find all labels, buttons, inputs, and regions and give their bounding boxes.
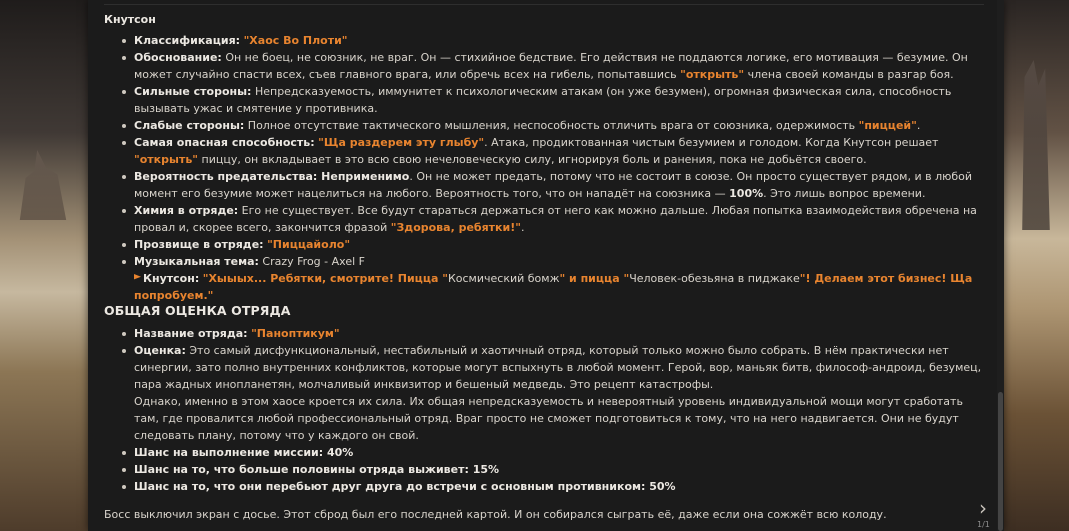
list-item [134,83,984,117]
item-label: Обоснование: [134,51,222,64]
item-text: Человек-обезьяна в пиджаке [629,272,800,285]
item-text: Он не боец, не союзник, не враг. Он — стихийное бедствие. Его действия не поддаются логике, его мотивация — безумие. Он может случайно спасти всех, съев главного врага, или обречь всех на гибель, попытавшись [134,51,968,81]
item-text: "Пиццайоло" [267,238,351,251]
list-item [134,461,984,478]
page-counter: 1/1 [977,520,990,529]
item-text: Полное отсутствие тактического мышления, неспособность отличить врага от союзника, одержимость [244,119,859,132]
item-text: Его не существует. Все будут стараться держаться от него как можно дальше. Любая попытка взаимодействия обречена на провал и, скорее всего, закончится фразой [134,204,977,234]
list-item [134,270,984,304]
item-label: Прозвище в отряде: [134,238,264,251]
item-label: Сильные стороны: [134,85,252,98]
item-text: . Это лишь вопрос времени. [763,187,926,200]
item-label: Шанс на выполнение миссии: 40% [134,446,354,459]
item-text: Неприменимо [317,170,410,183]
list-item [134,202,984,236]
list-item [134,325,984,342]
list-item [134,168,984,202]
item-text: пиццу, он вкладывает в это всю свою нечеловеческую силу, игнорируя боль и ранения, пока не добьётся своего. [198,153,867,166]
item-text: "Хаос Во Плоти" [243,34,348,47]
list-item [134,49,984,83]
background-left-edge [0,0,90,531]
list-item [134,236,984,253]
item-label: Название отряда: [134,327,248,340]
chat-message-panel [88,0,1004,531]
item-label: Вероятность предательства: [134,170,318,183]
list-item [134,134,984,168]
tower-silhouette [1013,60,1059,230]
item-label: Химия в отряде: [134,204,239,217]
item-text: . Он не может предать, потому что не состоит в союзе. Он просто существует рядом, и в любой момент его безумие может нацелиться на любого. Вероятность того, что он нападёт на союзника — [134,170,973,200]
item-text: "Паноптикум" [251,327,340,340]
item-text: "! Делаем этот бизнес! Ща попробуем." [134,272,973,302]
item-text: . [520,221,525,234]
item-label: Музыкальная тема: [134,255,259,268]
item-label: Кнутсон: [143,272,200,285]
item-text: "открыть" [680,68,745,81]
item-text: . Атака, продиктованная чистым безумием и голодом. Когда Кнутсон решает [484,136,939,149]
item-label: Шанс на то, что они перебьют друг друга до встречи с основным противником: 50% [134,480,676,493]
item-label: Слабые стороны: [134,119,245,132]
item-label: Шанс на то, что больше половины отряда выживет: 15% [134,463,500,476]
item-text: Crazy Frog - Axel F [258,255,365,268]
section-heading: ОБЩАЯ ОЦЕНКА ОТРЯДА [104,303,291,318]
ruin-silhouette [14,150,72,220]
item-label: Классификация: [134,34,241,47]
flag-icon [134,274,141,283]
item-text: "Ща раздерем эту глыбу" [318,136,485,149]
list-item [134,117,984,134]
scrollbar[interactable] [997,0,1004,531]
list-item [134,32,984,49]
scrollbar-thumb[interactable] [998,392,1003,531]
item-text: "пиццей" [858,119,917,132]
item-text: Космический бомж [447,272,560,285]
item-text: . [916,119,921,132]
item-text: Непредсказуемость, иммунитет к психологическим атакам (он уже безумен), огромная физическая сила, способность вызывать ужас и смятение у противника. [134,85,952,115]
item-text: 100% [729,187,764,200]
item-text: члена своей команды в разгар боя. [744,68,954,81]
item-text: Это самый дисфункциональный, нестабильный и хаотичный отряд, который только можно было собрать. В нём практически нет синергии, зато полно внутренних конфликтов, которые могут вспыхнуть в любой момент. Герой, вор, маньяк битв, философ-андроид, безумец, пара жадных инопланетян, молчаливый инквизитор и бешеный медведь. Это рецепт катастрофы. [134,344,982,391]
item-text: Однако, именно в этом хаосе кроется их сила. Их общая непредсказуемость и невероятный уровень индивидуальной мощи могут сработать там, где провалится любой профессиональный отряд. Враг просто не сможет подготовиться к тому, что на него надвигается. Они не будут следовать плану, потому что у каждого он свой. [134,395,963,442]
list-item [134,342,984,444]
message-pager [977,496,990,529]
summary-list [104,325,984,495]
chevron-right-icon[interactable]: › [979,496,987,520]
closing-paragraph: Босс выключил экран с досье. Этот сброд был его последней картой. И он собирался сыграть её, даже если она сожжёт всю колоду. [104,508,887,521]
list-item [134,253,984,270]
item-text: "Здорова, ребятки!" [390,221,521,234]
divider [104,4,984,5]
character-name-heading: Кнутсон [104,13,156,26]
item-text: "открыть" [134,153,199,166]
item-text: "Хыыых... Ребятки, смотрите! Пицца " [202,272,448,285]
item-text: " и пицца " [559,272,630,285]
background-right-edge [1003,0,1069,531]
item-label: Оценка: [134,344,186,357]
character-dossier-list [104,32,984,304]
list-item [134,478,984,495]
list-item [134,444,984,461]
item-label: Самая опасная способность: [134,136,315,149]
